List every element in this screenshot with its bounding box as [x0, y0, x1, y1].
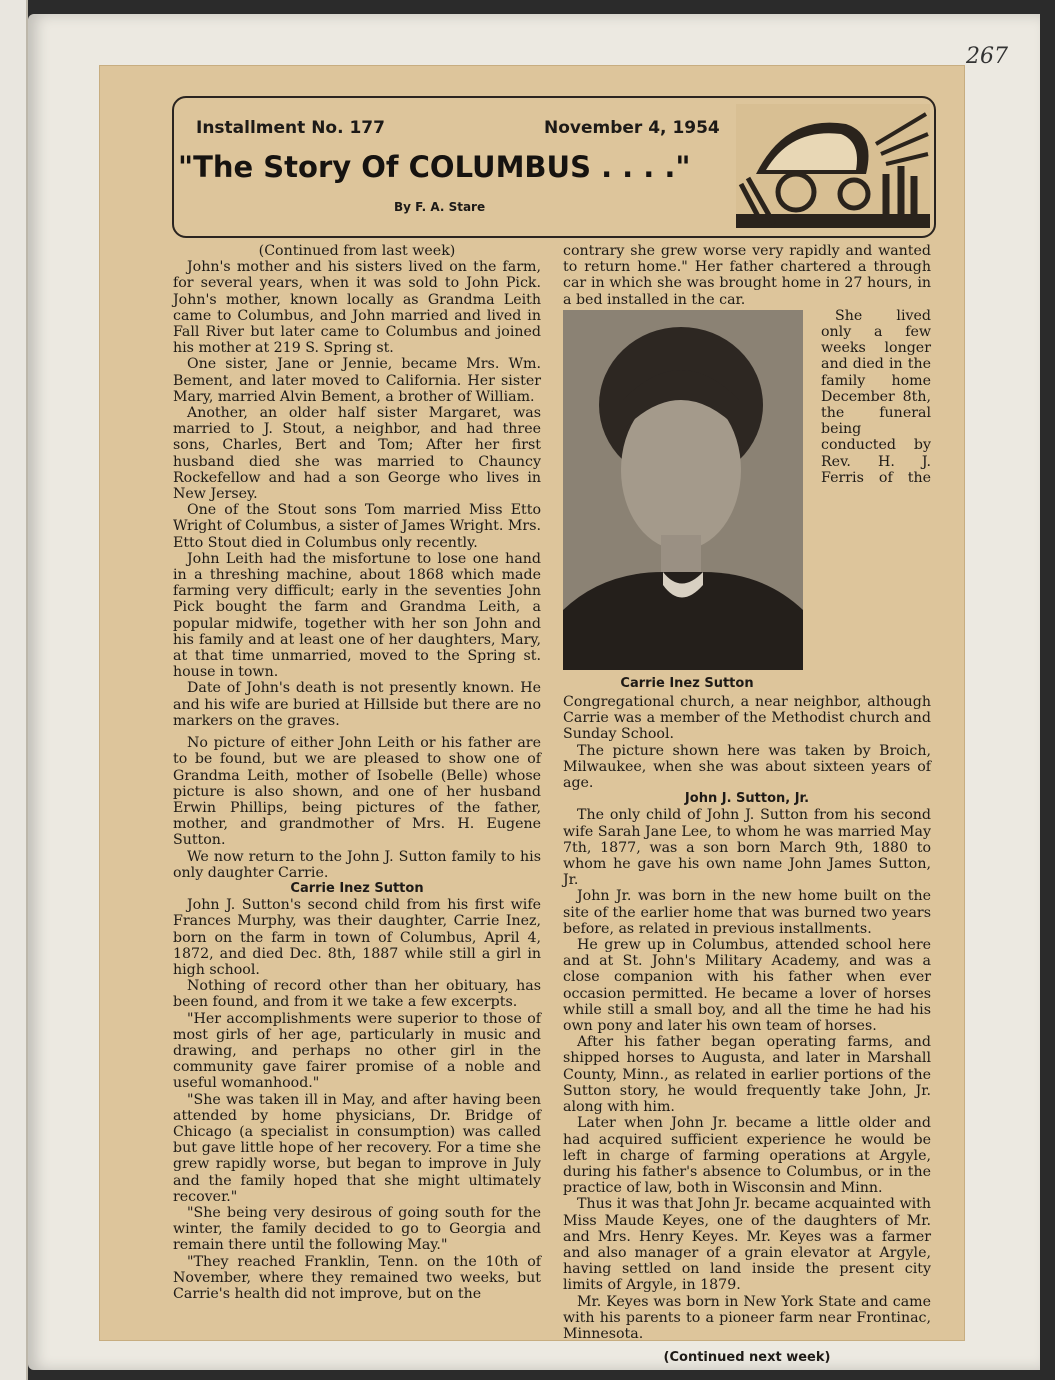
paragraph: Thus it was that John Jr. became acquainted with Miss Maude Keyes, one of the daughters of Mr. and Mrs. Henry Keyes. Mr. Keyes was a farmer and also manager of a grain elevator at Argyle, having settled on land inside the present city limits of Argyle, in 1879.	[563, 1196, 931, 1294]
paragraph: After his father began operating farms, and shipped horses to Augusta, and later in Marshall County, Minn., as related in earlier portions of the Sutton story, he would frequently take John, Jr. along with him.	[563, 1034, 931, 1116]
column-right	[563, 243, 931, 1366]
portrait-figure	[563, 310, 811, 692]
issue-date: November 4, 1954	[544, 118, 720, 138]
paragraph: John's mother and his sisters lived on the farm, for several years, when it was sold to John Pick. John's mother, known locally as Grandma Leith came to Columbus, and John married and lived in Fall River but later came to Columbus and joined his mother at 219 S. Spring st.	[173, 259, 541, 357]
page-number: 267	[966, 44, 1008, 69]
wagon-illustration	[736, 104, 930, 228]
portrait-caption: Carrie Inez Sutton	[620, 676, 754, 692]
paragraph: Nothing of record other than her obituary, has been found, and from it we take a few excerpts.	[173, 978, 541, 1011]
installment-number: Installment No. 177	[196, 118, 385, 138]
paragraph: The picture shown here was taken by Broich, Milwaukee, when she was about sixteen years of age.	[563, 742, 931, 792]
paragraph: The only child of John J. Sutton from his second wife Sarah Jane Lee, to whom he was married May 7th, 1877, was a son born March 9th, 1880 to whom he gave his own name John James Sutton, Jr.	[563, 807, 931, 889]
paragraph: "She was taken ill in May, and after having been attended by home physicians, Dr. Bridge of Chicago (a specialist in consumption) was called but gave little hope of her recovery. For a time she grew rapidly worse, but began to improve in July and the family hoped that she might ultimately recover."	[173, 1091, 541, 1205]
paragraph: We now return to the John J. Sutton family to his only daughter Carrie.	[173, 848, 541, 881]
portrait-photo	[563, 310, 803, 670]
byline: By F. A. Stare	[394, 200, 486, 214]
paragraph: She lived only a few weeks longer and died in the family home December 8th, the funeral being conducted by Rev. H. J. Ferris of the Congregational church, a near neighbor, although Carrie was a member of the Methodist church and Sunday School.	[563, 307, 931, 743]
paragraph: John Leith had the misfortune to lose one hand in a threshing machine, about 1868 which made farming very difficult; early in the seventies John Pick bought the farm and Grandma Leith, a popular midwife, together with her son John and his family and at least one of her daughters, Mary, at that time unmarried, moved to the Spring st. house in town.	[173, 550, 541, 681]
paragraph: Mr. Keyes was born in New York State and came with his parents to a pioneer farm near Frontinac, Minnesota.	[563, 1293, 931, 1342]
paragraph: Later when John Jr. became a little older and had acquired sufficient experience he would be left in charge of farming operations at Argyle, during his father's absence to Columbus, or in the practice of law, both in Wisconsin and Minn.	[563, 1115, 931, 1197]
newspaper-clipping	[100, 66, 964, 1366]
paragraph: "Her accomplishments were superior to those of most girls of her age, particularly in music and drawing, and perhaps no other girl in the community gave fairer promise of a noble and useful womanhood."	[173, 1010, 541, 1092]
paragraph: "She being very desirous of going south for the winter, the family decided to go to Georgia and remain there until the following May."	[173, 1204, 541, 1254]
paragraph: John Jr. was born in the new home built on the site of the earlier home that was burned two years before, as related in previous installments.	[563, 888, 931, 937]
column-left	[173, 243, 541, 1302]
paragraph: One of the Stout sons Tom married Miss Etto Wright of Columbus, a sister of James Wright. Mrs. Etto Stout died in Columbus only recently.	[173, 502, 541, 551]
paragraph: No picture of either John Leith or his father are to be found, but we are pleased to show one of Grandma Leith, mother of Isobelle (Belle) whose picture is also shown, and one of her husband Erwin Phillips, being pictures of the father, mother, and grandmother of Mrs. H. Eugene Sutton.	[173, 735, 541, 849]
paragraph: Another, an older half sister Margaret, was married to J. Stout, a neighbor, and had three sons, Charles, Bert and Tom; After her first husband died she was married to Chauncy Rockefellow and had a son George who lives in New Jersey.	[173, 405, 541, 503]
continued-from-note: (Continued from last week)	[258, 243, 456, 259]
section-heading: Carrie Inez Sutton	[290, 880, 424, 896]
paragraph: He grew up in Columbus, attended school here and at St. John's Military Academy, and was a close companion with his father when ever occasion permitted. He became a lover of horses while still a small boy, and all the time he had his own pony and later his own team of horses.	[563, 937, 931, 1035]
paragraph: "They reached Franklin, Tenn. on the 10th of November, where they remained two weeks, but Carrie's health did not improve, but on the	[173, 1253, 541, 1302]
paragraph: contrary she grew worse very rapidly and wanted to return home." Her father chartered a through car in which she was brought home in 27 hours, in a bed installed in the car.	[563, 243, 931, 308]
paragraph: One sister, Jane or Jennie, became Mrs. Wm. Bement, and later moved to California. Her sister Mary, married Alvin Bement, a brother of William.	[173, 356, 541, 405]
continued-next-note: (Continued next week)	[663, 1350, 831, 1366]
section-heading: John J. Sutton, Jr.	[684, 791, 810, 807]
paragraph: John J. Sutton's second child from his first wife Frances Murphy, was their daughter, Carrie Inez, born on the farm in town of Columbus, April 4, 1872, and died Dec. 8th, 1887 while still a girl in high school.	[173, 897, 541, 978]
article-title: "The Story Of COLUMBUS . . . ."	[178, 150, 691, 184]
book-left-page	[0, 0, 28, 1380]
article-header	[172, 96, 936, 238]
paragraph: Date of John's death is not presently known. He and his wife are buried at Hillside but there are no markers on the graves.	[173, 680, 541, 729]
